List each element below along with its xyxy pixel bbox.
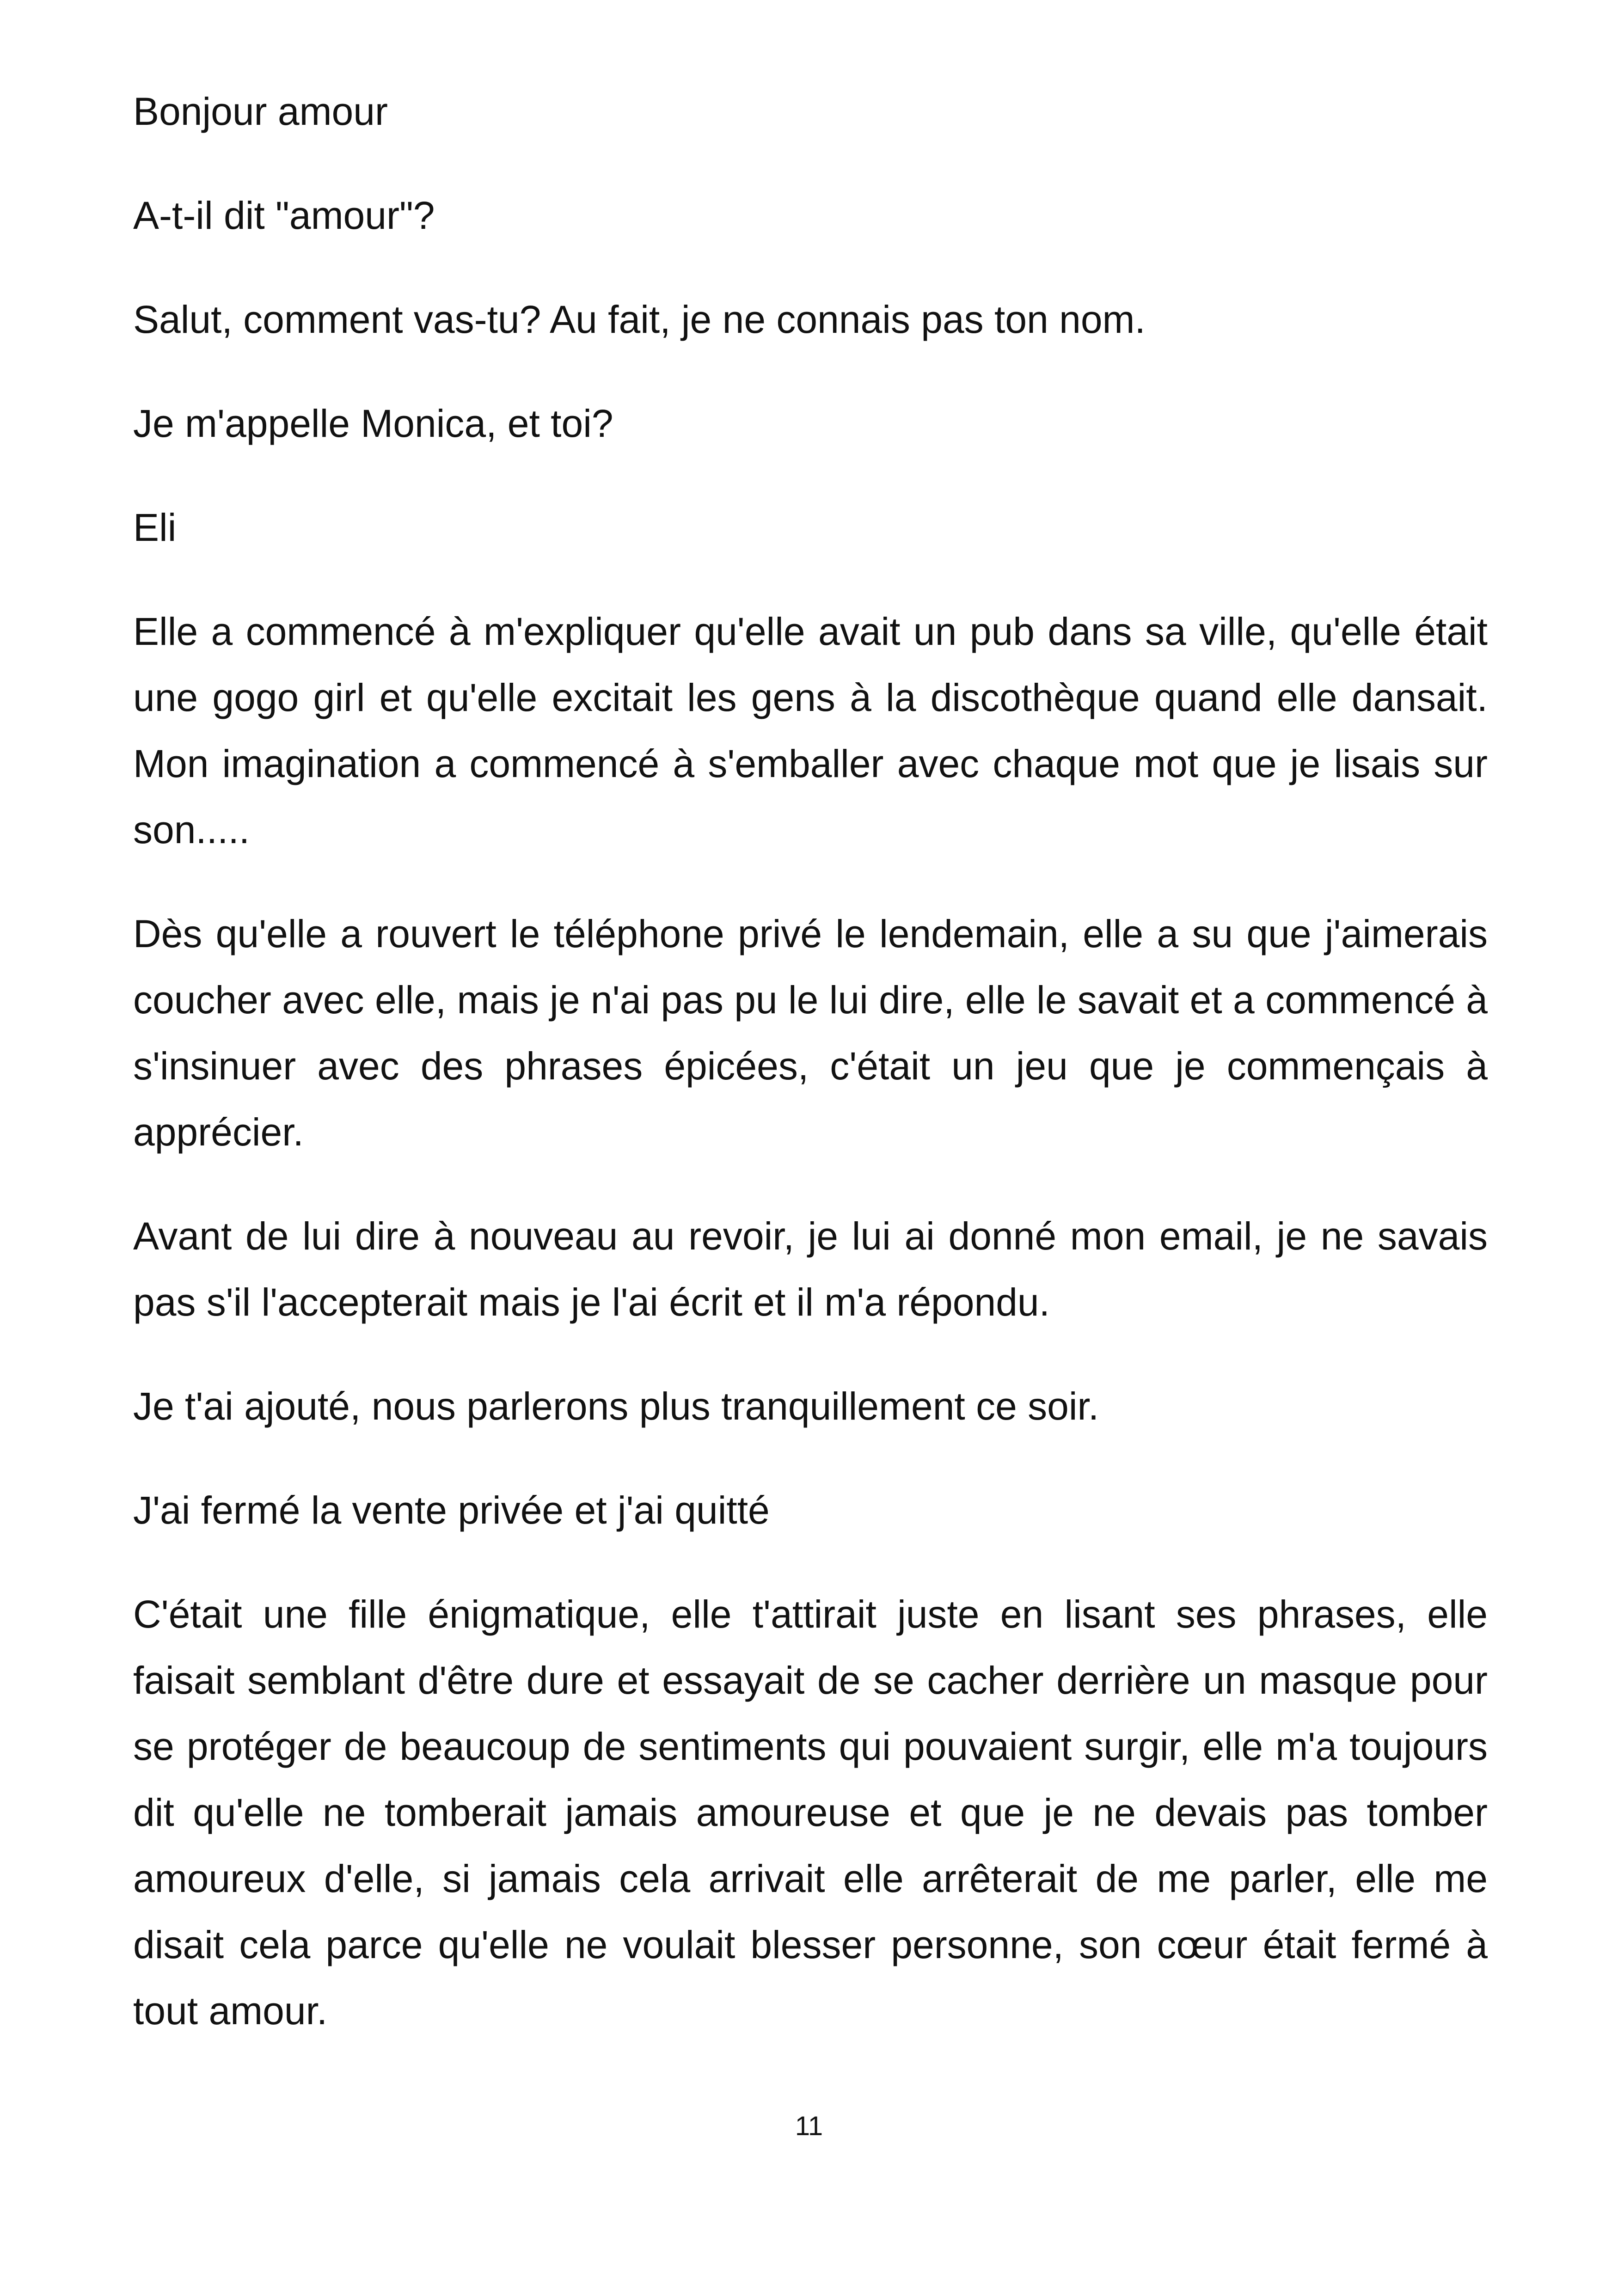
paragraph-greeting: Bonjour amour — [133, 90, 388, 133]
paragraph-monica: Je m'appelle Monica, et toi? — [133, 402, 613, 445]
paragraph-question-amour: A-t-il dit "amour"? — [133, 194, 435, 237]
paragraph-eli: Eli — [133, 506, 177, 549]
paragraph-next-day: Dès qu'elle a rouvert le téléphone privé le lendemain, elle a su que j'aimerais coucher avec elle, mais je n'ai pas pu le lui dire, elle le savait et a commencé à s'insinuer avec des phrases épicées, c'était un jeu que je commençais à apprécier. — [133, 912, 1488, 1154]
paragraph-added: Je t'ai ajouté, nous parlerons plus tranquillement ce soir. — [133, 1384, 1099, 1428]
paragraph-closed: J'ai fermé la vente privée et j'ai quitté — [133, 1488, 770, 1532]
paragraph-salut: Salut, comment vas-tu? Au fait, je ne connais pas ton nom. — [133, 298, 1146, 341]
paragraph-explanation: Elle a commencé à m'expliquer qu'elle avait un pub dans sa ville, qu'elle était une gogo girl et qu'elle excitait les gens à la discothèque quand elle dansait. Mon imagination a commencé à s'emballer avec chaque mot que je lisais sur son..... — [133, 610, 1488, 851]
paragraph-email: Avant de lui dire à nouveau au revoir, je lui ai donné mon email, je ne savais pas s'il l'accepterait mais je l'ai écrit et il m'a répondu. — [133, 1214, 1488, 1324]
page-body — [133, 79, 1488, 2082]
page-number: 11 — [795, 2111, 823, 2141]
paragraph-enigmatic: C'était une fille énigmatique, elle t'attirait juste en lisant ses phrases, elle faisait semblant d'être dure et essayait de se cacher derrière un masque pour se protéger de beaucoup de sentiments qui pouvaient surgir, elle m'a toujours dit qu'elle ne tomberait jamais amoureuse et que je ne devais pas tomber amoureux d'elle, si jamais cela arrivait elle arrêterait de me parler, elle me disait cela parce qu'elle ne voulait blesser personne, son cœur était fermé à tout amour. — [133, 1592, 1488, 2033]
